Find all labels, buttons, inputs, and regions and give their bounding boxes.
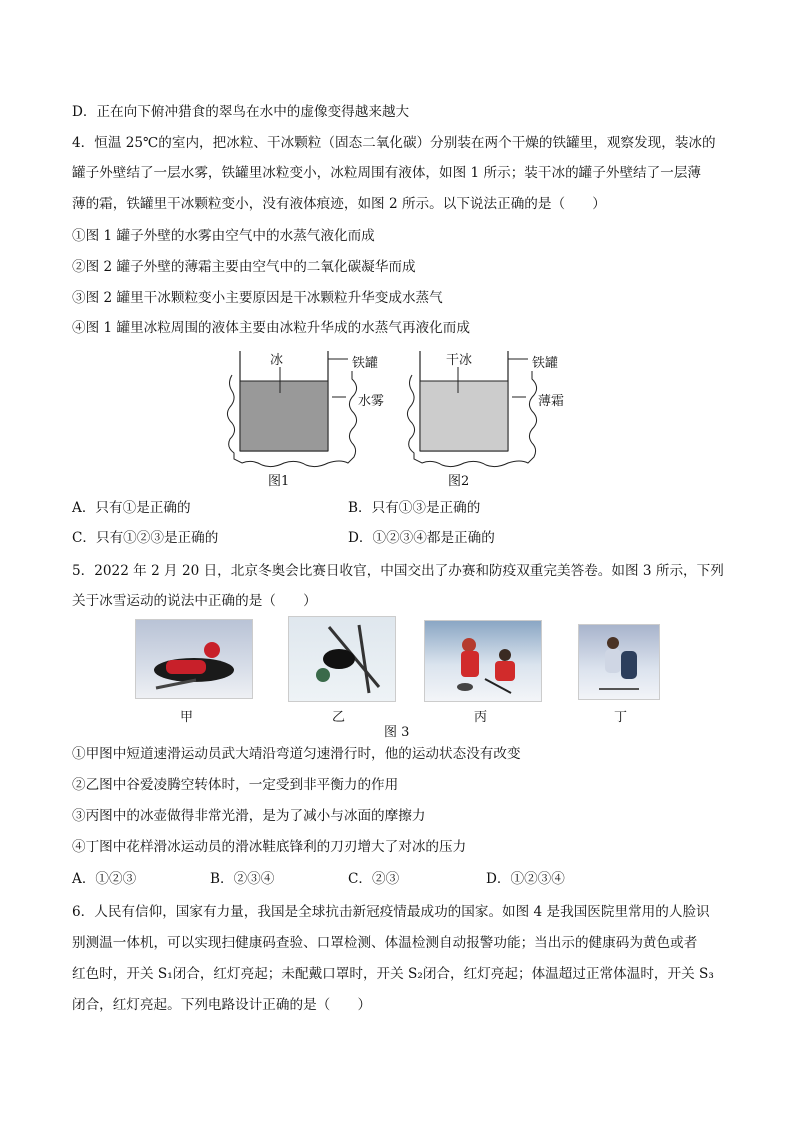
photo-caption-yi: 乙 [332, 710, 346, 725]
q6-stem-line-4: 闭合，红灯亮起。下列电路设计正确的是（ ） [72, 997, 372, 1013]
q4-option-a: A．只有①是正确的 [72, 500, 191, 516]
q4-option-b: B．只有①③是正确的 [348, 500, 481, 516]
q4-statement-4: ④图 1 罐里冰粒周围的液体主要由冰粒升华成的水蒸气再液化而成 [72, 320, 470, 336]
figure-3-caption: 图 3 [384, 725, 410, 740]
q5-statement-2: ②乙图中谷爱凌腾空转体时，一定受到非平衡力的作用 [72, 777, 399, 793]
q5-stem-line-2: 关于冰雪运动的说法中正确的是（ ） [72, 593, 317, 609]
q4-statement-2: ②图 2 罐子外壁的薄霜主要由空气中的二氧化碳凝华而成 [72, 259, 416, 275]
figure-2-caption: 图2 [448, 474, 470, 489]
figure-2-can-label: 铁罐 [532, 356, 559, 371]
q6-stem-line-1: 6．人民有信仰，国家有力量，我国是全球抗击新冠疫情最成功的国家。如图 4 是我国医院里常用的人脸识 [72, 904, 710, 920]
q5-option-a: A．①②③ [72, 871, 137, 887]
figure-1-caption: 图1 [268, 474, 290, 489]
freestyle-skier-photo [288, 616, 396, 702]
q6-stem-line-3: 红色时，开关 S₁闭合，红灯亮起；未配戴口罩时，开关 S₂闭合，红灯亮起；体温超过正常体温时，开关 S₃ [72, 966, 714, 982]
curling-photo [424, 620, 542, 702]
speed-skater-photo [135, 619, 253, 699]
photo-caption-jia: 甲 [180, 710, 194, 725]
q4-option-d: D．①②③④都是正确的 [348, 530, 495, 546]
figure-2-content-label: 干冰 [446, 353, 473, 368]
q5-option-d: D．①②③④ [486, 871, 565, 887]
q6-stem-line-2: 别测温一体机，可以实现扫健康码查验、口罩检测、体温检测自动报警功能；当出示的健康码为黄色或者 [72, 935, 698, 951]
figure-1-can-label: 铁罐 [352, 356, 379, 371]
figure-1-content-label: 冰 [270, 353, 284, 368]
q5-statement-4: ④丁图中花样滑冰运动员的滑冰鞋底锋利的刀刃增大了对冰的压力 [72, 839, 467, 855]
figure-2-outer-label: 薄霜 [538, 394, 565, 409]
photo-caption-bing: 丙 [474, 710, 488, 725]
q4-statement-3: ③图 2 罐里干冰颗粒变小主要原因是干冰颗粒升华变成水蒸气 [72, 290, 443, 306]
ice-fill [240, 381, 328, 451]
figure-1-outer-label: 水雾 [358, 394, 385, 409]
q5-statement-1: ①甲图中短道速滑运动员武大靖沿弯道匀速滑行时，他的运动状态没有改变 [72, 746, 521, 762]
q4-option-c: C．只有①②③是正确的 [72, 530, 219, 546]
figure-skater-photo [578, 624, 660, 700]
q4-stem-line-3: 薄的霜，铁罐里干冰颗粒变小，没有液体痕迹，如图 2 所示。以下说法正确的是（ ） [72, 196, 606, 212]
photo-caption-ding: 丁 [614, 710, 628, 725]
q4-stem-line-1: 4．恒温 25℃的室内，把冰粒、干冰颗粒（固态二氧化碳）分别装在两个干燥的铁罐里，观察发现，装冰的 [72, 135, 716, 151]
q5-statement-3: ③丙图中的冰壶做得非常光滑，是为了减小与冰面的摩擦力 [72, 808, 426, 824]
q4-stem-line-2: 罐子外壁结了一层水雾，铁罐里冰粒变小，冰粒周围有液体，如图 1 所示；装干冰的罐子外壁结了一层薄 [72, 165, 702, 181]
q5-option-c: C．②③ [348, 871, 400, 887]
dry-ice-fill [420, 381, 508, 451]
q4-statement-1: ①图 1 罐子外壁的水雾由空气中的水蒸气液化而成 [72, 228, 375, 244]
q3-option-d: D．正在向下俯冲猎食的翠鸟在水中的虚像变得越来越大 [72, 104, 410, 120]
q5-option-b: B．②③④ [210, 871, 275, 887]
q5-stem-line-1: 5．2022 年 2 月 20 日，北京冬奥会比赛日收官，中国交出了办赛和防疫双重完美答卷。如图 3 所示，下列 [72, 563, 724, 579]
